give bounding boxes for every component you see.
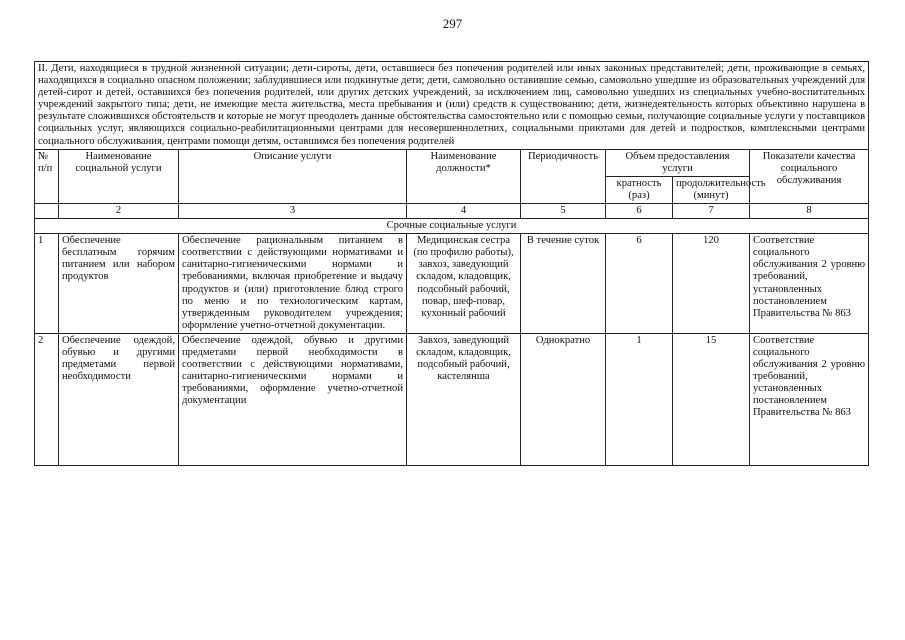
header-num: № п/п: [35, 149, 59, 203]
service-position: Медицинская сестра (по профилю работы), завхоз, заведующий складом, кладовщик, подсобный рабочий, повар, шеф-повар, кухонный рабочий: [407, 234, 521, 334]
service-periodicity: В течение суток: [521, 234, 606, 334]
column-numbers-row: [35, 204, 869, 219]
service-quality: Соответствие социального обслуживания 2 уровню требований, установленных постановлением Правительства № 863: [750, 234, 869, 334]
column-number: 6: [606, 204, 673, 219]
column-number: 4: [407, 204, 521, 219]
service-duration: 15: [673, 333, 750, 465]
service-description: Обеспечение одеждой, обувью и другими предметами первой необходимости в соответствии с действующими нормативами, санитарно-гигиеническими нормами и требованиями, оформление учетно-отчетной документации: [179, 333, 407, 465]
section-intro-row: [35, 62, 869, 150]
service-duration: 120: [673, 234, 750, 334]
table-row: [35, 234, 869, 334]
service-multiplicity: 1: [606, 333, 673, 465]
row-num: 2: [35, 333, 59, 465]
header-name: Наименование социальной услуги: [59, 149, 179, 203]
service-periodicity: Однократно: [521, 333, 606, 465]
service-name: Обеспечение одеждой, обувью и другими предметами первой необходимости: [59, 333, 179, 465]
page-number: 297: [442, 16, 463, 31]
service-quality: Соответствие социального обслуживания 2 уровню требований, установленных постановлением Правительства № 863: [750, 333, 869, 465]
header-description: Описание услуги: [179, 149, 407, 203]
service-multiplicity: 6: [606, 234, 673, 334]
header-quality: Показатели качества социального обслуживания: [750, 149, 869, 203]
header-row: [35, 149, 869, 176]
service-name: Обеспечение бесплатным горячим питанием или набором продуктов: [59, 234, 179, 334]
social-services-table: [34, 61, 869, 466]
row-num: 1: [35, 234, 59, 334]
section-title: Срочные социальные услуги: [35, 219, 869, 234]
section-title-row: [35, 219, 869, 234]
section-intro: II. Дети, находящиеся в трудной жизненной ситуации; дети-сироты, дети, оставшиеся без попечения родителей или иных законных представителей; дети, проживающие в семьях, находящихся в социально опасном положении; заблудившиеся или подкинутые дети; дети, самовольно оставившие семью, самовольно ушедшие из образовательных учреждений для детей-сирот и детей, оставшихся без попечения родителей, или других детских учреждений, за исключением лиц, самовольно ушедших из специальных учебно-воспитательных учреждений закрытого типа; дети, не имеющие места жительства, места пребывания и (или) средств к существованию; дети, жизнедеятельность которых объективно нарушена в результате сложившихся обстоятельств и которые не могут преодолеть данные обстоятельства самостоятельно или с помощью семьи, получающие социальные услуги у поставщиков социальных услуг, являющихся социально-реабилитационными центрами для несовершеннолетних, социальными приютами для детей и подростков, комплексными центрами социального обслуживания, центрами помощи детям, оставшимся без попечения родителей: [35, 62, 869, 150]
column-number: 2: [59, 204, 179, 219]
column-number: 3: [179, 204, 407, 219]
header-multiplicity: кратность (раз): [606, 176, 673, 203]
table-row: [35, 333, 869, 465]
header-periodicity: Периодичность: [521, 149, 606, 203]
column-number: 8: [750, 204, 869, 219]
service-description: Обеспечение рациональным питанием в соответствии с действующими нормативами и санитарно-гигиеническими нормами и требованиями, включая приобретение и выдачу продуктов и (или) приготовление блюд строго по меню и по технологическим картам, утвержденным руководителем учреждения; оформление учетно-отчетной документации.: [179, 234, 407, 334]
header-volume: Объем предоставления услуги: [606, 149, 750, 176]
header-duration: продолжительность (минут): [673, 176, 750, 203]
column-number: 7: [673, 204, 750, 219]
column-number-blank: [35, 204, 59, 219]
header-position: Наименование должности*: [407, 149, 521, 203]
service-position: Завхоз, заведующий складом, кладовщик, подсобный рабочий, кастелянша: [407, 333, 521, 465]
column-number: 5: [521, 204, 606, 219]
